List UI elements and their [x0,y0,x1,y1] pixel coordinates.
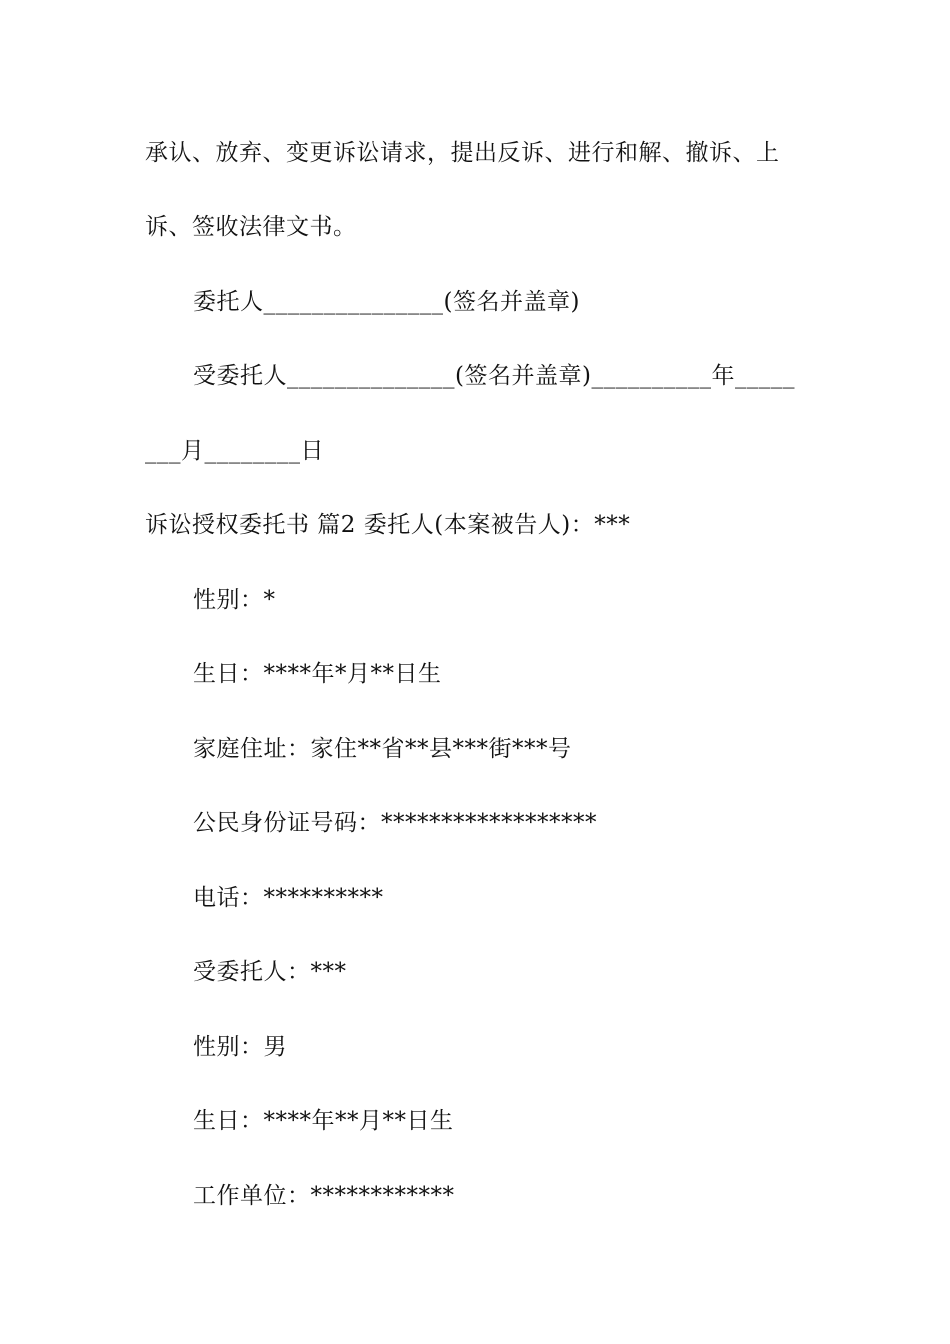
principal-address: 家庭住址：家住**省**县***街***号 [193,736,572,762]
date-line: ___月________日 [145,438,324,464]
principal-gender: 性别：* [193,587,276,613]
agent-signature-line: 受委托人______________(签名并盖章)__________年_____ [193,363,795,389]
paragraph-line: 承认、放弃、变更诉讼请求，提出反诉、进行和解、撤诉、上 [145,140,780,166]
principal-signature-line: 委托人_______________(签名并盖章) [193,289,580,315]
agent-birthday: 生日：****年**月**日生 [193,1108,454,1134]
agent-name: 受委托人：*** [193,959,347,985]
principal-phone: 电话：********** [193,885,384,911]
principal-birthday: 生日：****年*月**日生 [193,661,442,687]
paragraph-line: 诉、签收法律文书。 [145,214,357,240]
section-heading: 诉讼授权委托书 篇2 委托人(本案被告人)：*** [145,512,631,538]
agent-gender: 性别：男 [193,1034,287,1060]
agent-workplace: 工作单位：************ [193,1183,455,1209]
principal-id-number: 公民身份证号码：****************** [193,810,597,836]
